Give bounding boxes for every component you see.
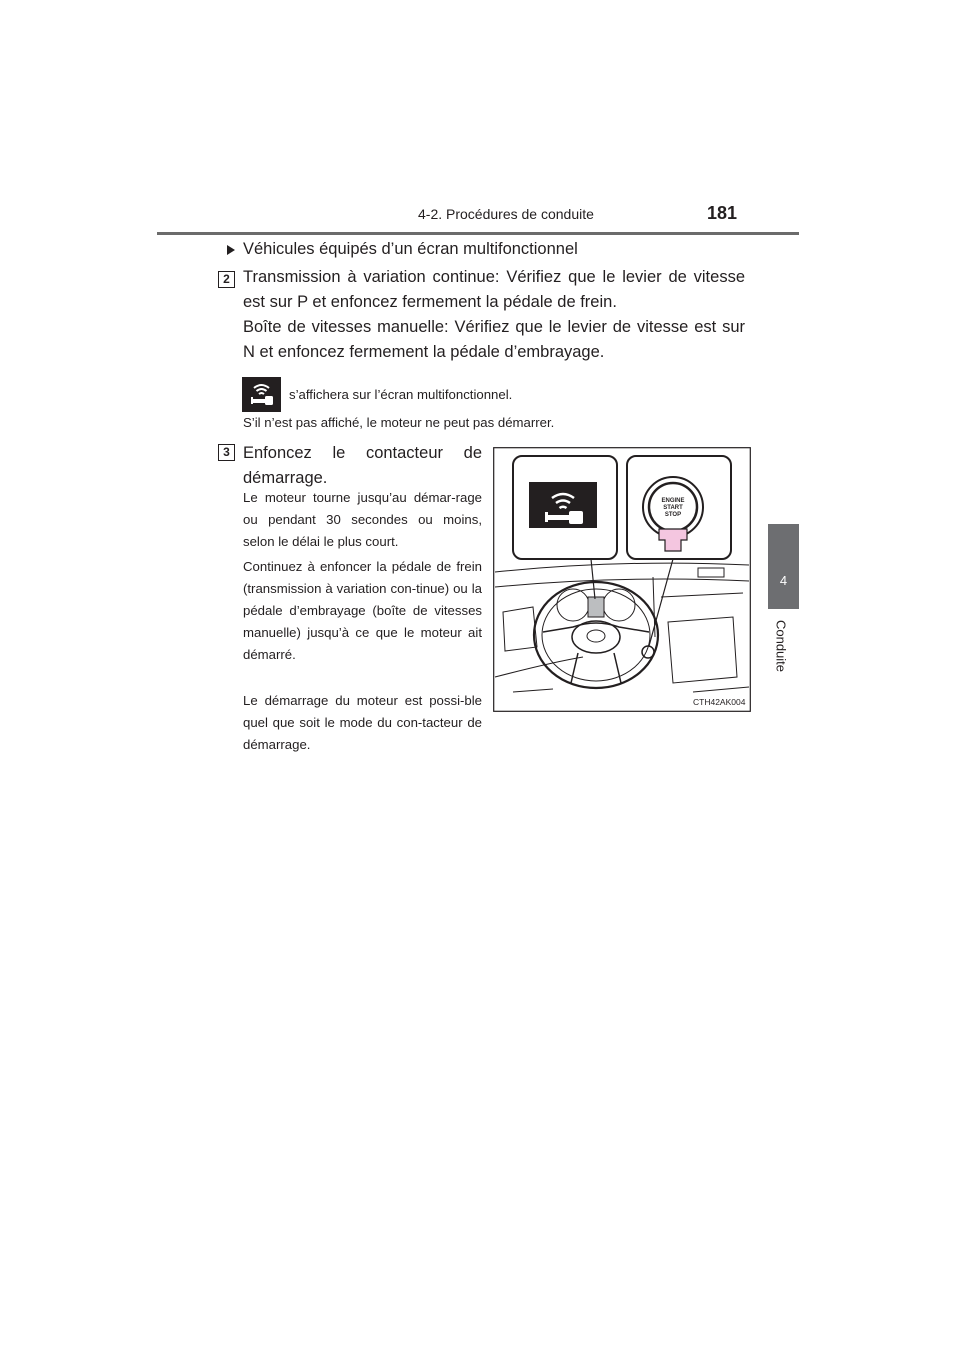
start-label: START	[663, 505, 683, 511]
step-3-marker: 3	[218, 444, 235, 461]
step-3-continue-note: Continuez à enfoncer la pédale de frein (transmission à variation con-tinue) ou la pédale d’embrayage (boîte de vitesses manuelle) jusqu’à ce que le moteur ait démarré.	[243, 559, 482, 662]
step-2-cvt-text: Transmission à variation continue: Vérifiez que le levier de vitesse est sur P et enfoncez fermement la pédale de frein.	[243, 268, 745, 311]
chapter-label: Conduite	[773, 619, 789, 673]
dashboard-illustration	[493, 447, 751, 712]
step-3-crank-note: Le moteur tourne jusqu’au démar-rage ou pendant 30 secondes ou moins, selon le délai le plus court.	[243, 490, 482, 549]
page-number: 181	[707, 203, 738, 223]
step-2-marker: 2	[218, 271, 235, 288]
stop-label: STOP	[664, 512, 682, 518]
step-3-instruction-line-1: Enfoncez le contacteur de	[243, 444, 482, 462]
section-title: 4-2. Procédures de conduite	[418, 206, 594, 222]
step-2-manual-text: Boîte de vitesses manuelle: Vérifiez que le levier de vitesse est sur N et enfoncez fermement la pédale d’embrayage.	[243, 318, 745, 361]
step-3-mode-note: Le démarrage du moteur est possi-ble quel que soit le mode du con-tacteur de démarrage.	[243, 693, 482, 752]
step-3-instruction	[243, 441, 482, 491]
engine-label: ENGINE	[661, 498, 685, 504]
step-3-instruction-line-2: démarrage.	[243, 469, 328, 487]
chapter-tab	[768, 524, 799, 609]
indicator-note: S’il n’est pas affiché, le moteur ne peut pas démarrer.	[243, 415, 555, 430]
chapter-number: 4	[779, 573, 788, 588]
indicator-text: s’affichera sur l’écran multifonctionnel.	[289, 387, 513, 402]
vehicle-heading: Véhicules équipés d’un écran multifonctionnel	[243, 240, 578, 258]
figure-code: CTH42AK004	[693, 697, 746, 707]
header-rule	[157, 232, 799, 235]
key-indicator-icon	[242, 377, 281, 412]
triangle-bullet-icon	[227, 245, 235, 255]
